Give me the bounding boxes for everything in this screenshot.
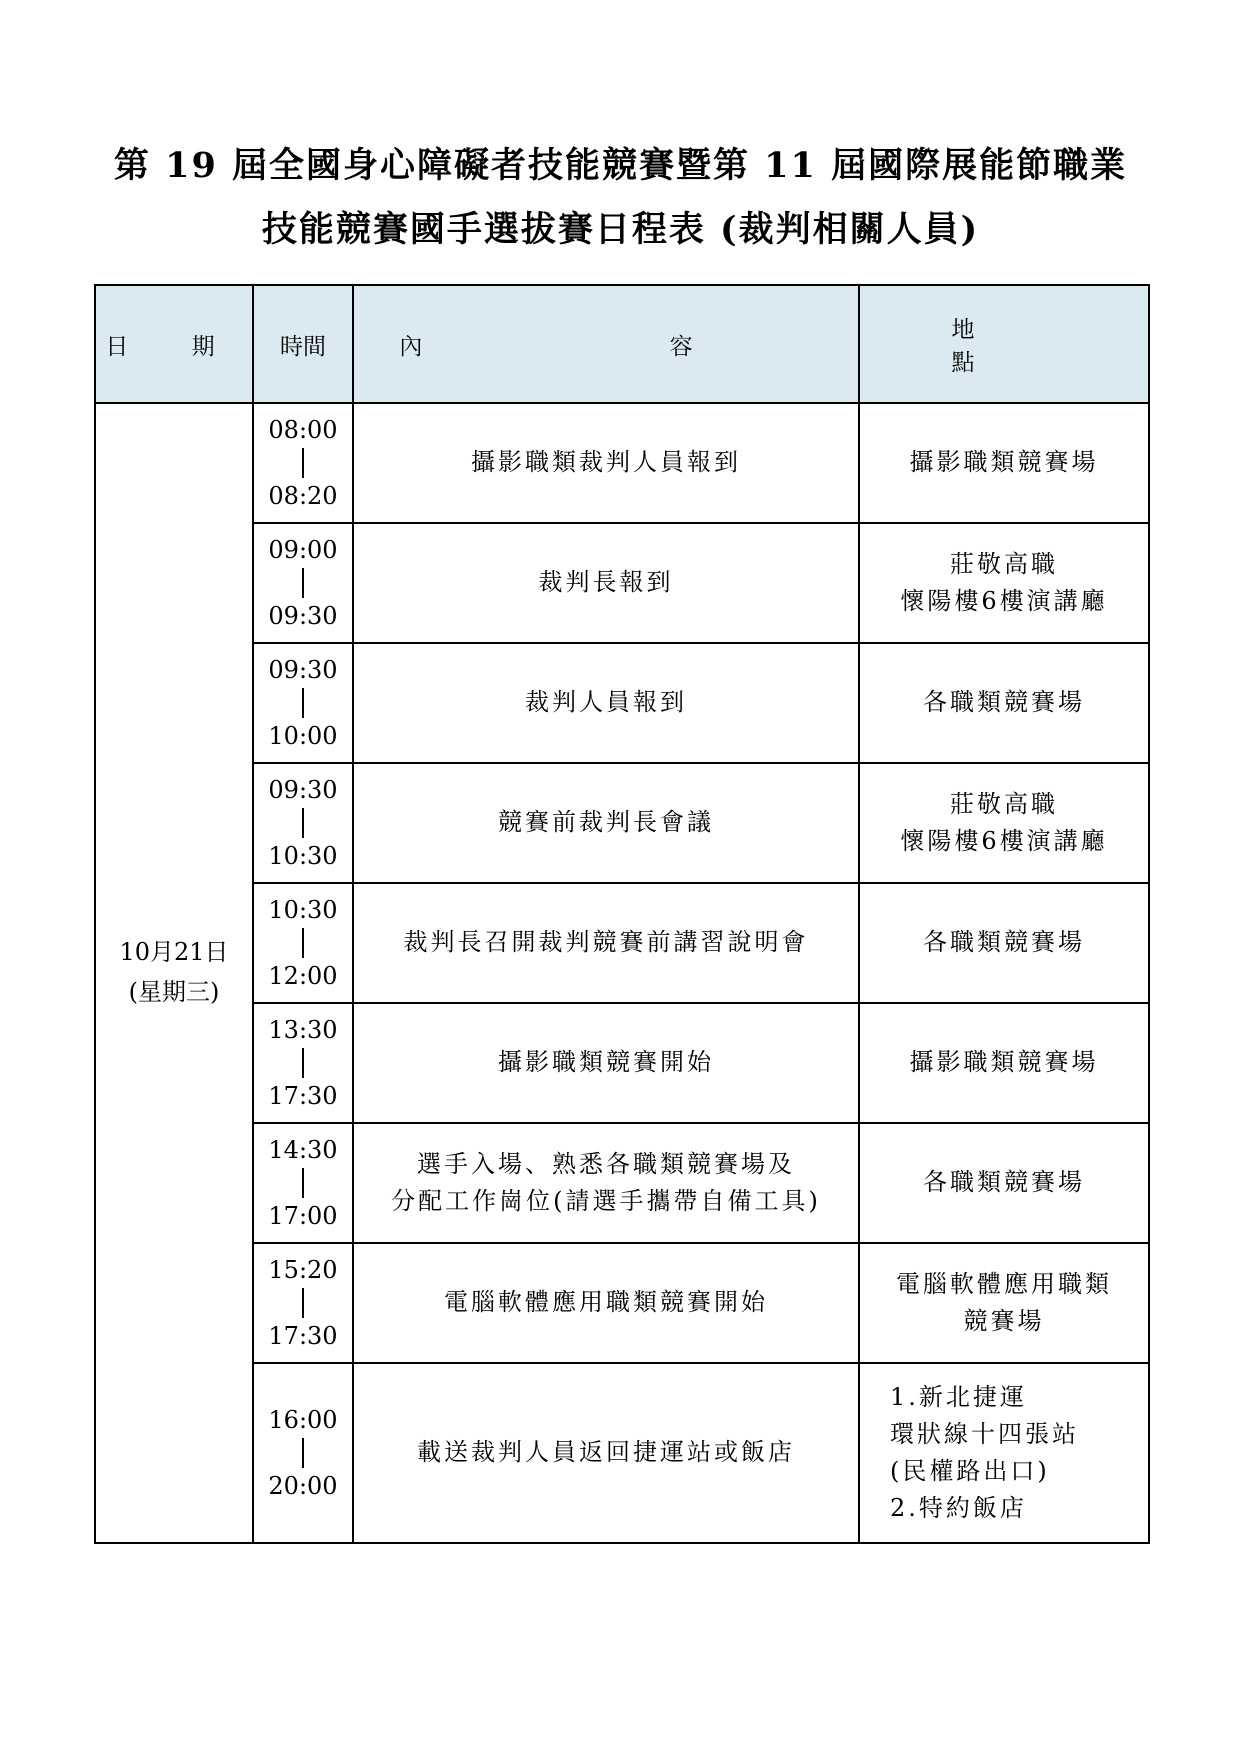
time-start: 10:30	[268, 896, 338, 924]
schedule-row	[95, 1243, 1149, 1363]
schedule-row	[95, 1123, 1149, 1243]
time-end: 20:00	[268, 1472, 338, 1500]
time-start: 16:00	[268, 1406, 338, 1434]
place-text: 莊敬高職	[950, 789, 1058, 818]
header-place: 地 點	[859, 285, 1149, 403]
place-text: 各職類競賽場	[923, 928, 1085, 957]
content-cell	[353, 523, 859, 643]
date-weekday: (星期三)	[128, 978, 220, 1006]
content-text: 攝影職類競賽開始	[498, 1048, 714, 1077]
time-range-bar	[302, 1438, 304, 1468]
content-text: 裁判長報到	[538, 568, 674, 597]
header-time: 時間	[253, 285, 353, 403]
place-cell	[859, 1123, 1149, 1243]
schedule-row	[95, 403, 1149, 523]
time-end: 10:00	[268, 722, 338, 750]
date-cell	[95, 403, 253, 1543]
content-cell	[353, 643, 859, 763]
header-row	[95, 285, 1149, 403]
time-range-bar	[302, 1288, 304, 1318]
content-text: 載送裁判人員返回捷運站或飯店	[417, 1438, 795, 1467]
time-end: 12:00	[268, 962, 338, 990]
place-text: 競賽場	[963, 1307, 1045, 1335]
time-end: 17:00	[268, 1202, 338, 1230]
schedule-row	[95, 883, 1149, 1003]
schedule-row	[95, 523, 1149, 643]
place-text: (民權路出口)	[890, 1457, 1050, 1485]
time-start: 15:20	[268, 1256, 338, 1284]
time-range-bar	[302, 688, 304, 718]
time-end: 09:30	[268, 602, 338, 630]
time-cell	[253, 883, 353, 1003]
place-cell	[859, 1003, 1149, 1123]
place-text: 電腦軟體應用職類	[896, 1269, 1112, 1298]
content-text: 攝影職類裁判人員報到	[471, 448, 741, 477]
schedule-row	[95, 763, 1149, 883]
time-cell	[253, 1243, 353, 1363]
content-cell	[353, 763, 859, 883]
time-cell	[253, 1003, 353, 1123]
time-start: 09:00	[268, 536, 338, 564]
content-text: 裁判長召開裁判競賽前講習說明會	[403, 928, 809, 957]
time-range-bar	[302, 1168, 304, 1198]
place-text: 各職類競賽場	[923, 688, 1085, 717]
time-cell	[253, 763, 353, 883]
content-cell	[353, 1123, 859, 1243]
place-cell	[859, 883, 1149, 1003]
time-cell	[253, 403, 353, 523]
time-cell	[253, 523, 353, 643]
place-cell	[859, 523, 1149, 643]
place-text: 環狀線十四張站	[890, 1419, 1079, 1448]
time-end: 17:30	[268, 1082, 338, 1110]
time-start: 08:00	[268, 416, 338, 444]
time-range-bar	[302, 928, 304, 958]
header-date: 日 期	[95, 285, 253, 403]
date-day: 10月21日	[119, 938, 229, 967]
time-range-bar	[302, 808, 304, 838]
time-cell	[253, 1123, 353, 1243]
place-text: 攝影職類競賽場	[909, 448, 1099, 477]
time-end: 08:20	[268, 482, 338, 510]
place-text: 莊敬高職	[950, 549, 1058, 578]
content-cell	[353, 403, 859, 523]
place-text: 攝影職類競賽場	[909, 1048, 1099, 1077]
time-range-bar	[302, 448, 304, 478]
time-cell	[253, 1363, 353, 1543]
document-title-line2: 技能競賽國手選拔賽日程表 (裁判相關人員)	[261, 209, 980, 250]
content-text: 分配工作崗位(請選手攜帶自備工具)	[391, 1187, 821, 1215]
content-cell	[353, 1243, 859, 1363]
time-start: 09:30	[268, 656, 338, 684]
time-start: 14:30	[268, 1136, 338, 1164]
place-cell	[859, 1363, 1149, 1543]
place-text: 各職類競賽場	[923, 1168, 1085, 1197]
place-cell	[859, 403, 1149, 523]
schedule-row	[95, 1003, 1149, 1123]
place-text: 2.特約飯店	[890, 1494, 1027, 1523]
time-end: 10:30	[268, 842, 338, 870]
content-cell	[353, 1003, 859, 1123]
schedule-row	[95, 643, 1149, 763]
content-text: 選手入場、熟悉各職類競賽場及	[417, 1149, 795, 1178]
time-cell	[253, 643, 353, 763]
place-text: 懷陽樓6樓演講廳	[900, 827, 1108, 855]
document-title-line1: 第 19 屆全國身心障礙者技能競賽暨第 11 屆國際展能節職業	[113, 145, 1128, 186]
content-text: 裁判人員報到	[525, 688, 687, 717]
place-cell	[859, 763, 1149, 883]
content-cell	[353, 1363, 859, 1543]
place-text: 懷陽樓6樓演講廳	[900, 587, 1108, 615]
content-text: 電腦軟體應用職類競賽開始	[444, 1288, 768, 1317]
schedule-row	[95, 1363, 1149, 1543]
time-start: 13:30	[268, 1016, 338, 1044]
time-range-bar	[302, 1048, 304, 1078]
header-content: 內 容	[353, 285, 859, 403]
place-cell	[859, 1243, 1149, 1363]
place-cell	[859, 643, 1149, 763]
content-text: 競賽前裁判長會議	[498, 808, 714, 837]
content-cell	[353, 883, 859, 1003]
place-text: 1.新北捷運	[890, 1382, 1027, 1411]
time-end: 17:30	[268, 1322, 338, 1350]
schedule-body	[95, 403, 1149, 1543]
schedule-table	[94, 284, 1150, 1544]
time-range-bar	[302, 568, 304, 598]
time-start: 09:30	[268, 776, 338, 804]
